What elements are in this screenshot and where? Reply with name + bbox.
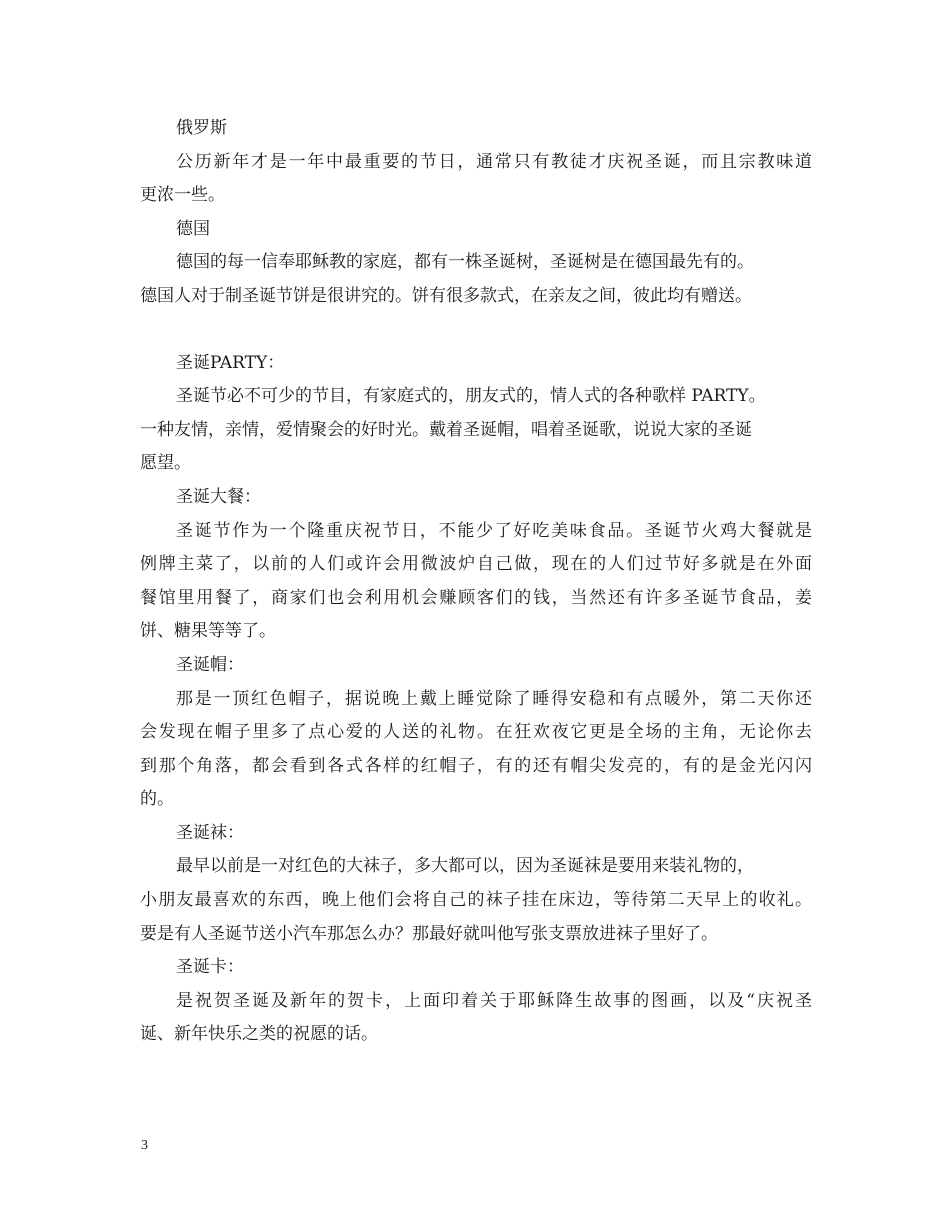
paragraph-line: 最早以前是一对红色的大袜子，多大都可以，因为圣诞袜是要用来装礼物的，: [176, 856, 754, 877]
paragraph-line: 圣诞节作为一个隆重庆祝节日，不能少了好吃美味食品。圣诞节火鸡大餐就是: [176, 520, 812, 541]
paragraph-line: 的。: [140, 789, 174, 810]
paragraph-line: 一种友情，亲情，爱情聚会的好时光。戴着圣诞帽，唱着圣诞歌，说说大家的圣诞: [140, 419, 752, 440]
paragraph-line: 愿望。: [140, 453, 191, 474]
paragraph-line: 更浓一些。: [140, 185, 225, 206]
paragraph-line: 那是一顶红色帽子，据说晚上戴上睡觉除了睡得安稳和有点暖外，第二天你还: [176, 688, 812, 709]
heading-russia: 俄罗斯: [176, 118, 227, 138]
paragraph-line: 是祝贺圣诞及新年的贺卡，上面印着关于耶稣降生故事的图画，以及“庆祝圣: [176, 990, 812, 1011]
paragraph-line: 餐馆里用餐了，商家们也会利用机会赚顾客们的钱，当然还有许多圣诞节食品，姜: [140, 587, 812, 608]
heading-christmas-card: 圣诞卡：: [176, 957, 244, 978]
heading-christmas-hat: 圣诞帽：: [176, 654, 244, 675]
paragraph-line: 饼、糖果等等了。: [140, 621, 276, 642]
page-number: 3: [141, 1138, 148, 1153]
blank-line: [140, 314, 812, 347]
paragraph-line: 到那个角落，都会看到各式各样的红帽子，有的还有帽尖发亮的，有的是金光闪闪: [140, 755, 812, 776]
paragraph-line: 会发现在帽子里多了点心爱的人送的礼物。在狂欢夜它更是全场的主角，无论你去: [140, 722, 812, 743]
heading-christmas-stocking: 圣诞袜：: [176, 822, 244, 843]
paragraph-line: 德国人对于制圣诞节饼是很讲究的。饼有很多款式，在亲友之间，彼此均有赠送。: [140, 285, 752, 306]
paragraph-line: 例牌主菜了，以前的人们或许会用微波炉自己做，现在的人们过节好多就是在外面: [140, 554, 812, 575]
document-body: [140, 112, 812, 1052]
paragraph-line: 圣诞节必不可少的节目，有家庭式的，朋友式的，情人式的各种歌样 PARTY。: [176, 386, 766, 407]
paragraph-line: 诞、新年快乐之类的祝愿的话。: [140, 1024, 378, 1045]
heading-christmas-party: 圣诞PARTY：: [176, 352, 285, 373]
heading-christmas-dinner: 圣诞大餐：: [176, 486, 261, 507]
paragraph-line: 公历新年才是一年中最重要的节日，通常只有教徒才庆祝圣诞，而且宗教味道: [176, 151, 812, 172]
paragraph-line: 要是有人圣诞节送小汽车那怎么办？那最好就叫他写张支票放进袜子里好了。: [140, 923, 718, 944]
heading-germany: 德国: [176, 218, 210, 239]
paragraph-line: 德国的每一信奉耶稣教的家庭，都有一株圣诞树，圣诞树是在德国最先有的。: [176, 252, 754, 273]
paragraph-line: 小朋友最喜欢的东西，晚上他们会将自己的袜子挂在床边，等待第二天早上的收礼。: [140, 890, 812, 911]
